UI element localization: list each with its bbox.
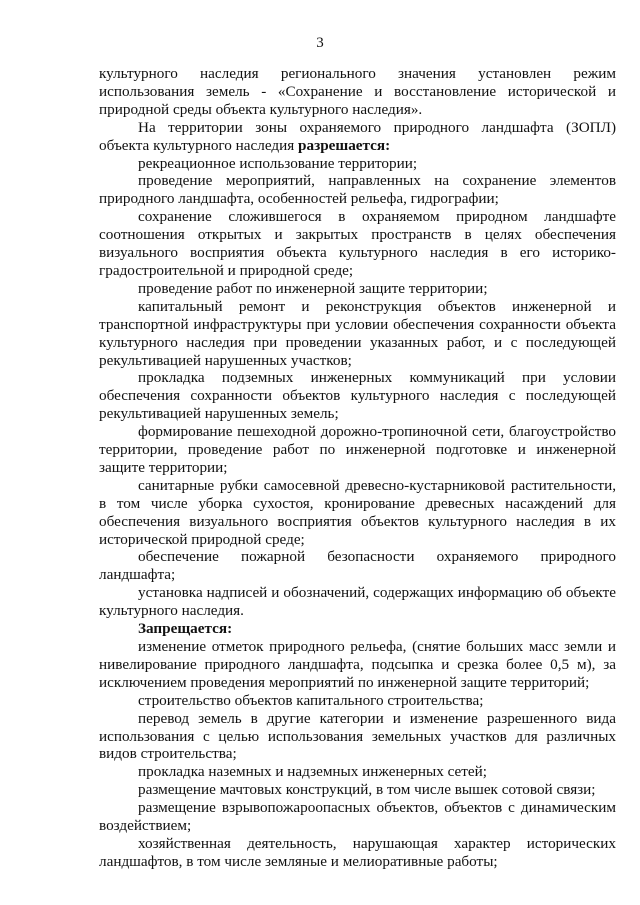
list-item bbox=[99, 835, 616, 871]
list-item bbox=[99, 710, 616, 764]
list-item bbox=[99, 155, 616, 173]
paragraph-text: проведение мероприятий, направленных на сохранение элементов природного ландшафта, особенностей рельефа, гидрографии; bbox=[99, 172, 616, 208]
paragraph-text: обеспечение пожарной безопасности охраняемого природного ландшафта; bbox=[99, 548, 616, 584]
paragraph-text: размещение взрывопожароопасных объектов, объектов с динамическим воздействием; bbox=[99, 799, 616, 835]
list-item bbox=[99, 584, 616, 620]
paragraph-text: хозяйственная деятельность, нарушающая характер исторических ландшафтов, в том числе земляные и мелиоративные работы; bbox=[99, 834, 616, 870]
paragraph-text: санитарные рубки самосевной древесно-кустарниковой растительности, в том числе уборка сухостоя, кронирование древесных насаждений для обеспечения визуального восприятия объектов культурного наследия в их исторической природной среде; bbox=[99, 476, 616, 548]
paragraph bbox=[99, 65, 616, 119]
list-item bbox=[99, 208, 616, 280]
list-item bbox=[99, 298, 616, 370]
bold-heading-allowed: разрешается: bbox=[298, 136, 391, 154]
paragraph-text: размещение мачтовых конструкций, в том числе вышек сотовой связи; bbox=[138, 781, 596, 799]
paragraph-text: культурного наследия регионального значения установлен режим использования земель - «Сохранение и восстановление исторической и природной среды объекта культурного наследия». bbox=[99, 65, 616, 118]
section-heading bbox=[99, 620, 616, 638]
paragraph-text: установка надписей и обозначений, содержащих информацию об объекте культурного наследия. bbox=[99, 584, 616, 620]
page-number: 3 bbox=[316, 35, 324, 51]
list-item bbox=[99, 423, 616, 477]
paragraph-text: формирование пешеходной дорожно-тропиночной сети, благоустройство территории, проведение работ по инженерной подготовке и инженерной защите территории; bbox=[99, 423, 616, 476]
paragraph-text: прокладка наземных и надземных инженерных сетей; bbox=[138, 763, 488, 781]
paragraph-text: капитальный ремонт и реконструкция объектов инженерной и транспортной инфраструктуры при условии обеспечения сохранности объекта культурного наследия при проведении указанных работ, и с последующей рекультивацией нарушенных участков; bbox=[99, 297, 616, 369]
paragraph-text: проведение работ по инженерной защите территории; bbox=[138, 279, 488, 297]
bold-heading-prohibited: Запрещается: bbox=[138, 620, 233, 638]
list-item bbox=[99, 692, 616, 710]
paragraph-text: перевод земель в другие категории и изменение разрешенного вида использования с целью использования земельных участков для различных видов строительства; bbox=[99, 709, 616, 763]
list-item bbox=[99, 781, 616, 799]
list-item bbox=[99, 799, 616, 835]
paragraph-text: рекреационное использование территории; bbox=[138, 154, 418, 172]
list-item bbox=[99, 548, 616, 584]
list-item bbox=[99, 369, 616, 423]
list-item bbox=[99, 477, 616, 549]
list-item bbox=[99, 172, 616, 208]
list-item bbox=[99, 763, 616, 781]
paragraph-text: строительство объектов капитального строительства; bbox=[138, 691, 484, 709]
paragraph-text: сохранение сложившегося в охраняемом природном ландшафте соотношения открытых и закрытых пространств в целях обеспечения визуального восприятия объекта культурного наследия в его историко-градостроительной и природной среде; bbox=[99, 208, 616, 279]
list-item bbox=[99, 638, 616, 692]
document-body bbox=[99, 65, 616, 871]
paragraph bbox=[99, 119, 616, 155]
paragraph-text: изменение отметок природного рельефа, (снятие больших масс земли и нивелирование природного ландшафта, подсыпка и срезка более 0,5 м), за исключением проведения мероприятий по инженерной защите территорий; bbox=[99, 638, 616, 691]
paragraph-text: На территории зоны охраняемого природного ландшафта (ЗОПЛ) объекта культурного наследия bbox=[99, 118, 616, 154]
paragraph-text: прокладка подземных инженерных коммуникаций при условии обеспечения сохранности объектов культурного наследия с последующей рекультивацией нарушенных земель; bbox=[99, 369, 616, 423]
list-item bbox=[99, 280, 616, 298]
